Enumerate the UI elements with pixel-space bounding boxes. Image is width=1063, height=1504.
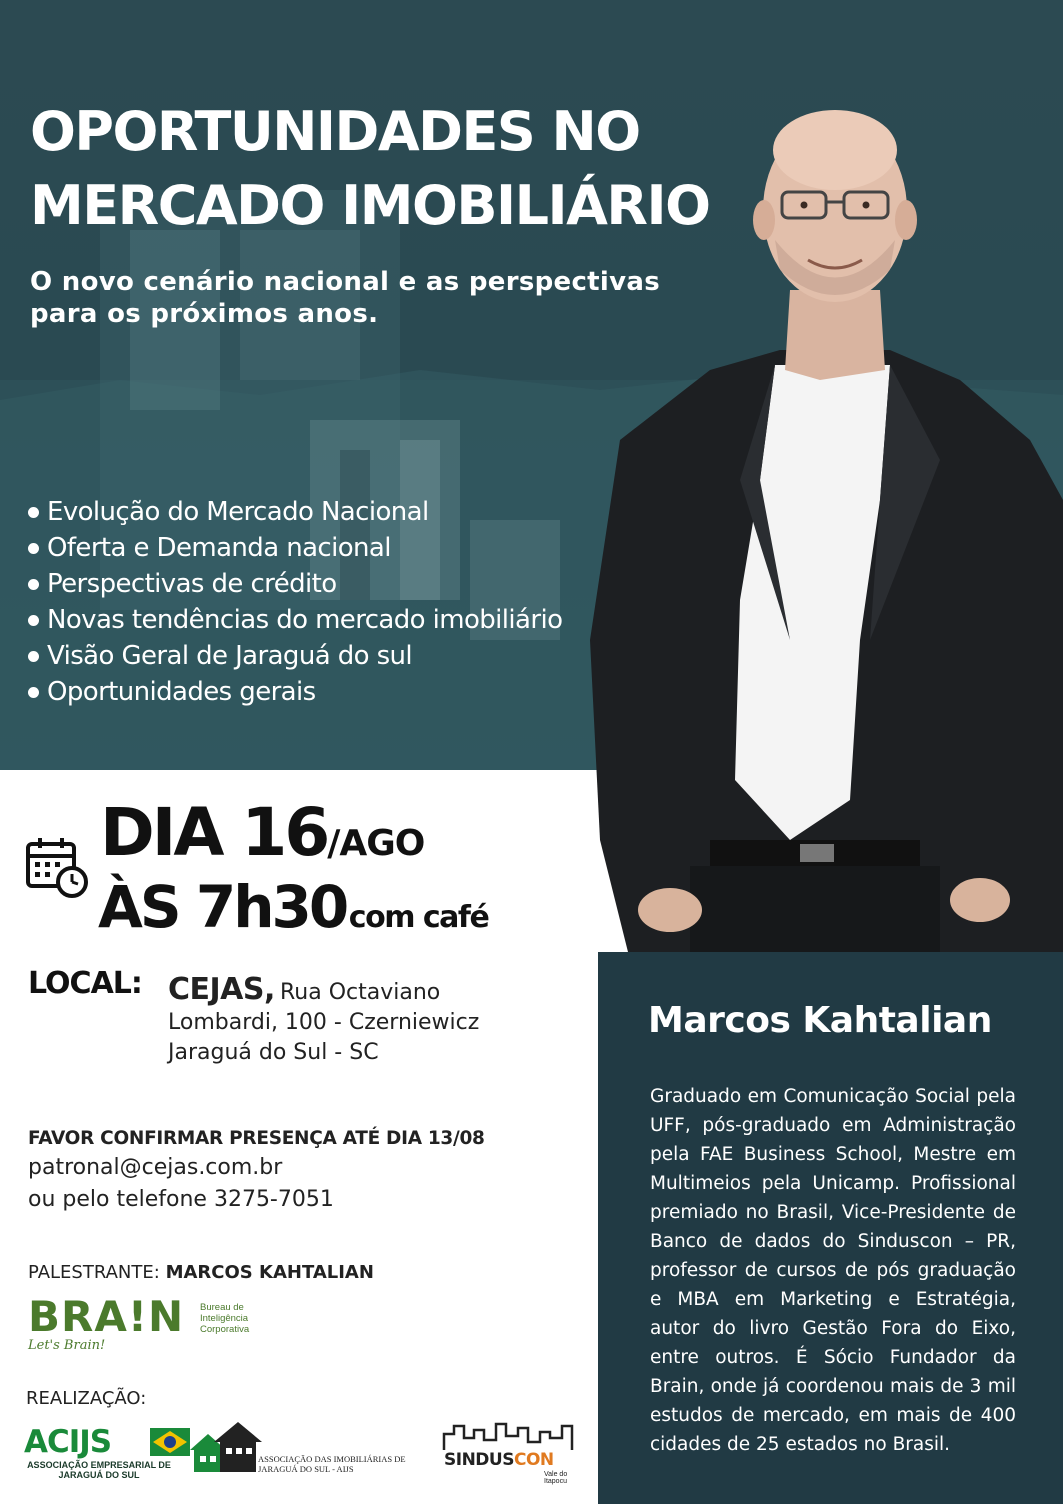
topic-item: [28, 602, 562, 638]
topic-item: [28, 674, 562, 710]
aijs-logo: [190, 1420, 420, 1484]
topic-label: Perspectivas de crédito: [47, 569, 337, 599]
rsvp-phone: ou pelo telefone 3275-7051: [28, 1187, 334, 1212]
topic-item: [28, 566, 562, 602]
speaker-name: Marcos Kahtalian: [648, 1000, 992, 1041]
brain-logo: [26, 1292, 266, 1358]
sinduscon-word-a: SINDUS: [444, 1450, 514, 1470]
location-address: [168, 972, 588, 1068]
bullet-icon: [28, 651, 39, 662]
bullet-icon: [28, 615, 39, 626]
event-time: [98, 873, 488, 941]
location-line-3: Jaraguá do Sul - SC: [168, 1040, 379, 1065]
time-main: ÀS 7h30: [98, 873, 347, 941]
bullet-icon: [28, 507, 39, 518]
aijs-text-line-2: JARAGUÁ DO SUL - AIJS: [258, 1464, 354, 1474]
rsvp-title: FAVOR CONFIRMAR PRESENÇA ATÉ DIA 13/08: [28, 1128, 485, 1149]
brazil-flag-icon: [150, 1428, 190, 1456]
speaker-bio-box: [598, 952, 1063, 1504]
acijs-logo-subtitle: ASSOCIAÇÃO EMPRESARIAL DE JARAGUÁ DO SUL: [27, 1460, 171, 1480]
speaker-photo: [560, 80, 1063, 960]
brain-logo-word: BRA!N: [28, 1292, 185, 1341]
brain-logo-tagline: Bureau de Inteligência Corporativa: [200, 1302, 250, 1335]
date-main: DIA 16: [100, 794, 328, 871]
event-date: [100, 794, 424, 871]
bullet-icon: [28, 579, 39, 590]
location-label: LOCAL:: [28, 966, 142, 1001]
topic-item: [28, 638, 562, 674]
brain-logo-slogan: Let's Brain!: [28, 1338, 106, 1353]
speaker-credit: [28, 1262, 374, 1283]
realizacao-label: REALIZAÇÃO:: [26, 1388, 147, 1409]
location-line-2: Lombardi, 100 - Czerniewicz: [168, 1010, 480, 1035]
subtitle-line-1: O novo cenário nacional e as perspectivas: [30, 267, 660, 297]
bullet-icon: [28, 543, 39, 554]
rsvp-email-link[interactable]: patronal@cejas.com.br: [28, 1155, 283, 1180]
sinduscon-logo: [440, 1420, 590, 1484]
subtitle-line-2: para os próximos anos.: [30, 299, 379, 329]
topics-list: [28, 494, 562, 710]
speaker-label: PALESTRANTE:: [28, 1262, 160, 1283]
location-line-1: Rua Octaviano: [280, 980, 441, 1005]
skyline-icon: [440, 1420, 590, 1452]
speaker-bio: Graduado em Comunicação Social pela UFF, pós-graduado em Administração pela FAE Business School, Mestre em Multimeios pela Unicamp. Profissional premiado no Brasil, Vice-Presidente de Banco de dados do Sinduscon – PR, professor de cursos de pós graduação e MBA em Marketing e Estratégia, autor do livro Gestão Fora do Eixo, entre outros. É Sócio Fundador da Brain, onde já coordenou mais de 3 mil estudos de mercado, em mais de 400 cidades de 25 estados no Brasil.: [650, 1086, 1016, 1455]
rsvp-section: [28, 1126, 485, 1216]
sinduscon-logo-subtitle: Vale do Itapocu: [544, 1471, 568, 1485]
sinduscon-word-b: CON: [513, 1450, 554, 1470]
topic-label: Oportunidades gerais: [47, 677, 316, 707]
date-month: /AGO: [327, 823, 425, 864]
bullet-icon: [28, 687, 39, 698]
location-name: CEJAS,: [168, 972, 275, 1007]
speaker-name-caps: MARCOS KAHTALIAN: [165, 1262, 374, 1283]
topic-label: Oferta e Demanda nacional: [47, 533, 391, 563]
acijs-logo-word: ACIJS: [24, 1424, 112, 1460]
sinduscon-logo-word: [444, 1450, 554, 1470]
topic-label: Novas tendências do mercado imobiliário: [47, 605, 563, 635]
aijs-text-line-1: ASSOCIAÇÃO DAS IMOBILIÁRIAS DE: [258, 1454, 406, 1464]
topic-label: Evolução do Mercado Nacional: [47, 497, 429, 527]
topic-item: [28, 494, 562, 530]
title-line-2: MERCADO IMOBILIÁRIO: [30, 174, 710, 237]
topic-item: [28, 530, 562, 566]
topic-label: Visão Geral de Jaraguá do sul: [47, 641, 413, 671]
title-line-1: OPORTUNIDADES NO: [30, 100, 640, 163]
aijs-logo-text: [258, 1454, 406, 1474]
acijs-logo: [24, 1424, 174, 1484]
calendar-clock-icon: [24, 834, 90, 900]
time-extra: com café: [348, 900, 489, 935]
